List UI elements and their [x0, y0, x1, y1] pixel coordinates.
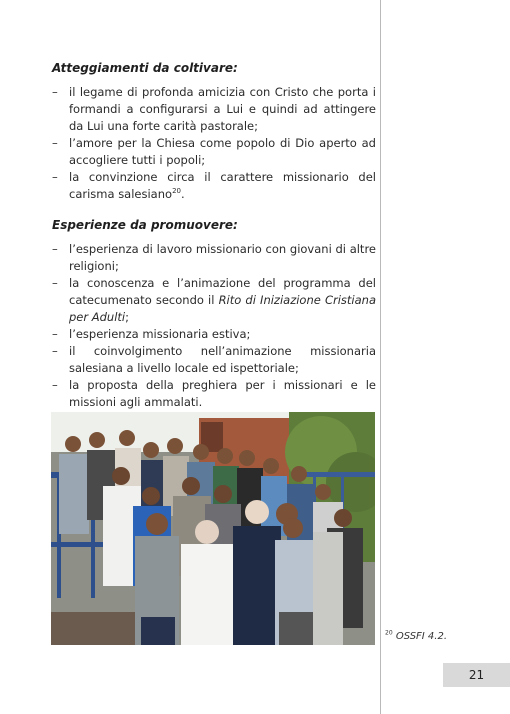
group-photo	[51, 412, 375, 645]
list-item-text: la convinzione circa il carattere missionario del carisma salesiano	[69, 170, 376, 201]
list-item: – l’amore per la Chiesa come popolo di Dio aperto ad accogliere tutti i popoli;	[52, 135, 376, 169]
section-heading-attitudes: Atteggiamenti da coltivare:	[52, 61, 238, 75]
list-item-end: .	[180, 187, 185, 201]
footnote	[385, 631, 447, 642]
list-item-end: ;	[125, 310, 129, 324]
main-text-column	[52, 60, 376, 411]
list-item: – l’esperienza di lavoro missionario con giovani di altre religioni;	[52, 241, 376, 275]
list-item: – il legame di profonda amicizia con Cristo che porta i formandi a configurarsi a Lui e quindi ad attingere da Lui una forte carità pastorale;	[52, 84, 376, 135]
page-number: 21	[443, 663, 510, 687]
footnote-text: OSSFI 4.2.	[395, 631, 447, 642]
footnote-reference: 20	[172, 187, 181, 196]
section-heading-experiences: Esperienze da promuovere:	[52, 218, 238, 232]
attitudes-list	[52, 84, 376, 203]
list-item-text: la conoscenza e l’animazione del programma del catecumenato secondo il	[69, 276, 376, 307]
list-item: – il coinvolgimento nell’animazione missionaria salesiana a livello locale ed ispettoriale;	[52, 343, 376, 377]
list-item	[52, 275, 376, 326]
experiences-list	[52, 241, 376, 411]
list-item	[52, 169, 376, 203]
list-item: – la proposta della preghiera per i missionari e le missioni agli ammalati.	[52, 377, 376, 411]
footnote-number: 20	[385, 629, 393, 637]
margin-divider-line	[380, 0, 381, 714]
list-item: – l’esperienza missionaria estiva;	[52, 326, 376, 343]
rite-title: Rito di Iniziazione Cristiana per Adulti	[69, 293, 376, 324]
group-photo-illustration	[51, 412, 375, 645]
